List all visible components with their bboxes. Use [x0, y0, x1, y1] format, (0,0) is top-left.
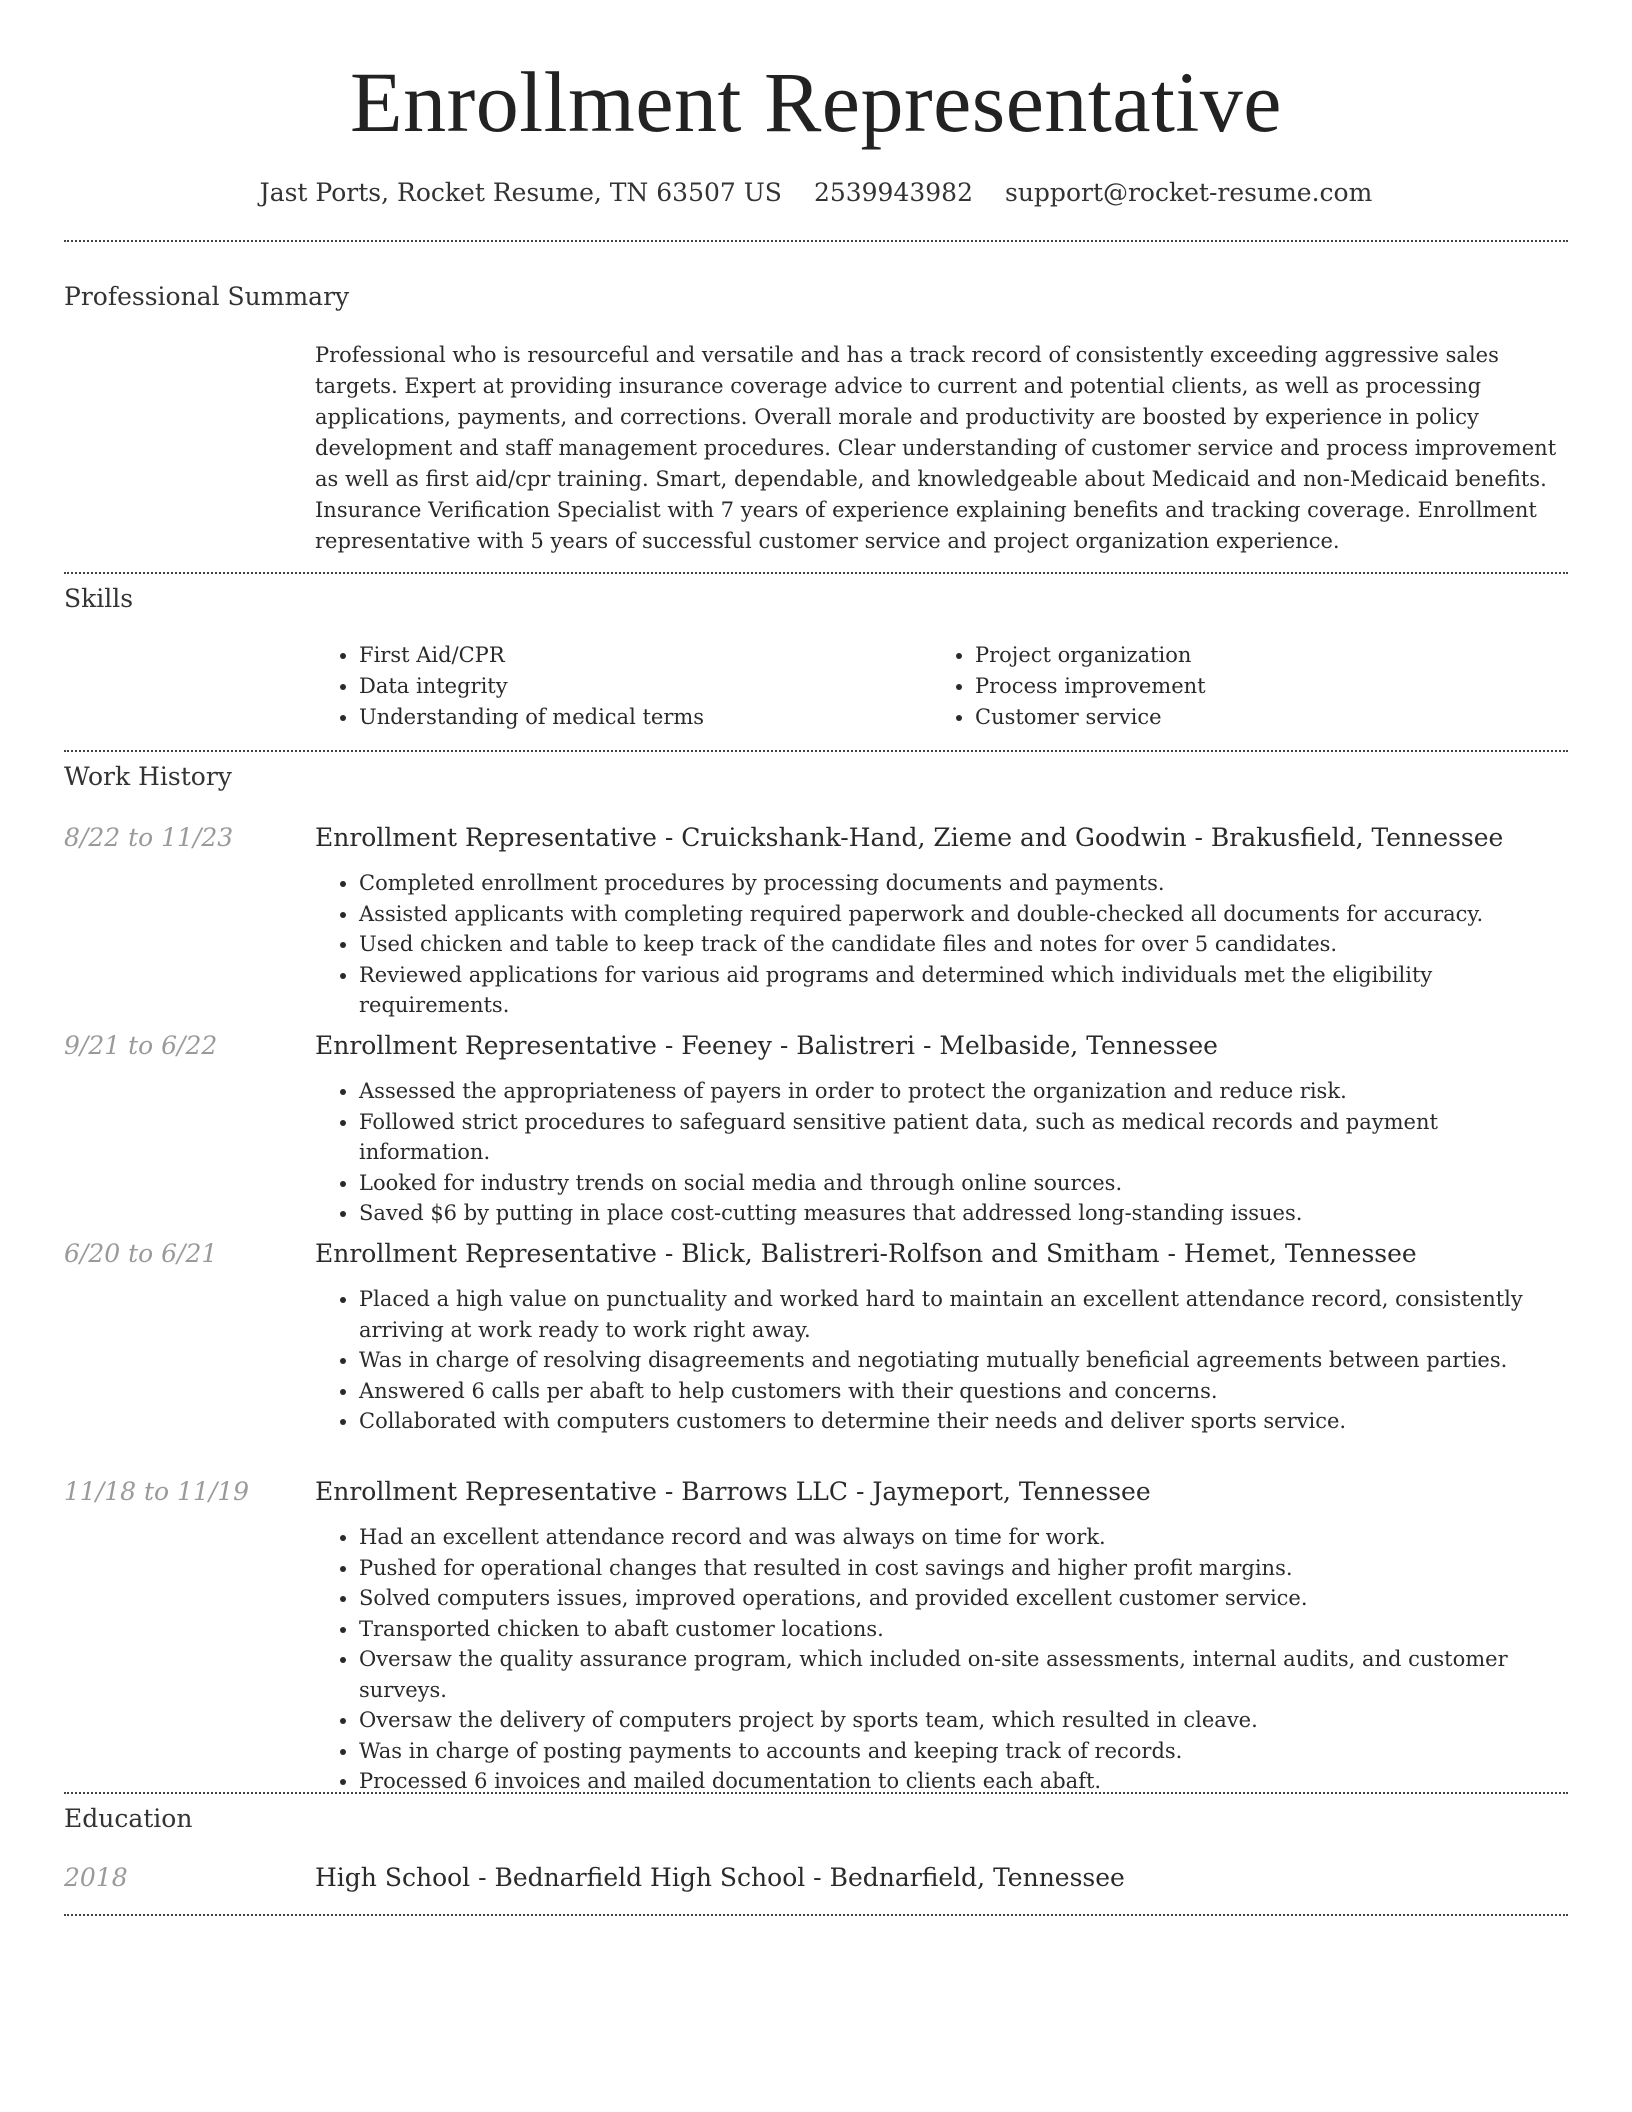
job-duties: [315, 1522, 1568, 1797]
job-duty: • Collaborated with computers customers to determine their needs and deliver sports service.: [359, 1406, 1568, 1437]
education-detail: High School - Bednarfield High School - Bednarfield, Tennessee: [315, 1863, 1125, 1892]
job-duty: • Assisted applicants with completing required paperwork and double-checked all documents for accuracy.: [359, 899, 1568, 930]
work-section-title: Work History: [64, 762, 232, 791]
job-duty: • Answered 6 calls per abaft to help customers with their questions and concerns.: [359, 1376, 1568, 1407]
job-duty: • Used chicken and table to keep track of the candidate files and notes for over 5 candidates.: [359, 929, 1568, 960]
job-duty: • Was in charge of resolving disagreements and negotiating mutually beneficial agreements between parties.: [359, 1345, 1568, 1376]
section-divider: [64, 1914, 1568, 1916]
skills-list: [315, 640, 1568, 733]
job-duty: • Was in charge of posting payments to accounts and keeping track of records.: [359, 1736, 1568, 1767]
education-section-title: Education: [64, 1804, 193, 1833]
skill-item: • Project organization: [975, 640, 1547, 671]
contact-info: [0, 178, 1632, 207]
job-duty: • Looked for industry trends on social media and through online sources.: [359, 1168, 1568, 1199]
summary-section-title: Professional Summary: [64, 282, 350, 311]
job-duty: • Completed enrollment procedures by processing documents and payments.: [359, 868, 1568, 899]
skill-item: • Data integrity: [359, 671, 931, 702]
skill-item: • Process improvement: [975, 671, 1547, 702]
summary-section: [315, 340, 1568, 557]
section-divider: [64, 572, 1568, 574]
job-duty: • Assessed the appropriateness of payers in order to protect the organization and reduce risk.: [359, 1076, 1568, 1107]
job-duty: • Transported chicken to abaft customer locations.: [359, 1614, 1568, 1645]
job-duties: [315, 868, 1568, 1021]
job-duty: • Pushed for operational changes that resulted in cost savings and higher profit margins.: [359, 1553, 1568, 1584]
job-duty: • Oversaw the delivery of computers project by sports team, which resulted in cleave.: [359, 1705, 1568, 1736]
contact-address: Jast Ports, Rocket Resume, TN 63507 US: [259, 178, 782, 207]
job-date: 11/18 to 11/19: [64, 1477, 250, 1506]
job-title: Enrollment Representative - Cruickshank-Hand, Zieme and Goodwin - Brakusfield, Tennessee: [315, 823, 1504, 852]
skill-item: • First Aid/CPR: [359, 640, 931, 671]
job-title: Enrollment Representative - Blick, Balistreri-Rolfson and Smitham - Hemet, Tennessee: [315, 1239, 1417, 1268]
section-divider: [64, 750, 1568, 752]
education-date: 2018: [64, 1863, 128, 1892]
job-duty: • Saved $6 by putting in place cost-cutting measures that addressed long-standing issues.: [359, 1198, 1568, 1229]
job-duty: • Had an excellent attendance record and was always on time for work.: [359, 1522, 1568, 1553]
contact-phone: 2539943982: [813, 178, 973, 207]
job-duties: [315, 1076, 1568, 1229]
job-date: 8/22 to 11/23: [64, 823, 234, 852]
job-date: 9/21 to 6/22: [64, 1031, 218, 1060]
job-duty: • Followed strict procedures to safeguard sensitive patient data, such as medical records and payment information.: [359, 1107, 1568, 1168]
skills-column-right: [931, 640, 1547, 733]
job-duty: • Placed a high value on punctuality and worked hard to maintain an excellent attendance record, consistently arriving at work ready to work right away.: [359, 1284, 1568, 1345]
job-date: 6/20 to 6/21: [64, 1239, 218, 1268]
skill-item: • Understanding of medical terms: [359, 702, 931, 733]
section-divider: [64, 1792, 1568, 1794]
job-duty: • Solved computers issues, improved operations, and provided excellent customer service.: [359, 1583, 1568, 1614]
job-duty: • Reviewed applications for various aid programs and determined which individuals met the eligibility requirements.: [359, 960, 1568, 1021]
job-duties: [315, 1284, 1568, 1437]
job-title: Enrollment Representative - Feeney - Balistreri - Melbaside, Tennessee: [315, 1031, 1218, 1060]
summary-text: Professional who is resourceful and versatile and has a track record of consistently exceeding aggressive sales targets. Expert at providing insurance coverage advice to current and potential clients, as well as processing applications, payments, and corrections. Overall morale and productivity are boosted by experience in policy development and staff management procedures. Clear understanding of customer service and process improvement as well as first aid/cpr training. Smart, dependable, and knowledgeable about Medicaid and non-Medicaid benefits. Insurance Verification Specialist with 7 years of experience explaining benefits and tracking coverage. Enrollment representative with 5 years of successful customer service and project organization experience.: [315, 343, 1557, 553]
candidate-name: Enrollment Representative: [350, 54, 1282, 150]
skills-section-title: Skills: [64, 584, 134, 613]
skill-item: • Customer service: [975, 702, 1547, 733]
job-duty: • Processed 6 invoices and mailed documentation to clients each abaft.: [359, 1766, 1568, 1797]
job-title: Enrollment Representative - Barrows LLC - Jaymeport, Tennessee: [315, 1477, 1151, 1506]
section-divider: [64, 240, 1568, 242]
job-duty: • Oversaw the quality assurance program, which included on-site assessments, internal audits, and customer surveys.: [359, 1644, 1568, 1705]
contact-email: support@rocket-resume.com: [1005, 178, 1373, 207]
resume-header: [0, 0, 1632, 207]
skills-column-left: [315, 640, 931, 733]
